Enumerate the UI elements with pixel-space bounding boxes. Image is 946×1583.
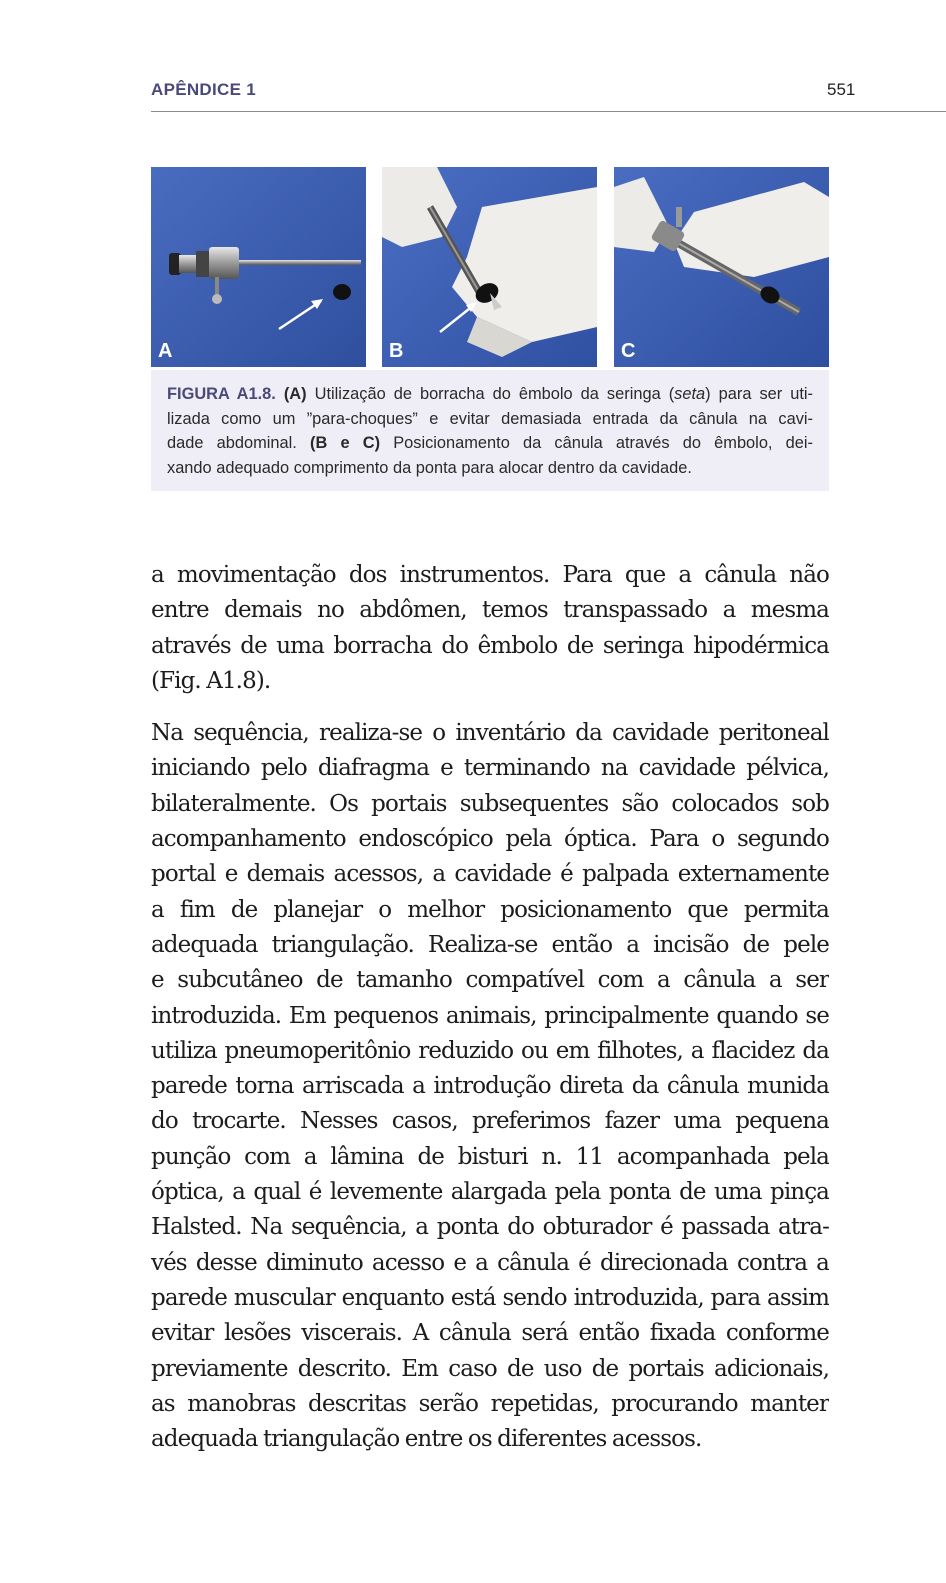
text-line: óptica, a qual é levemente alargada pela ponta de uma pinça <box>151 1179 829 1206</box>
body-text <box>151 558 829 1474</box>
photo-panel-c <box>614 167 829 367</box>
text-line: vés desse diminuto acesso e a cânula é direcionada contra a <box>151 1249 829 1276</box>
text-line: Halsted. Na sequência, a ponta do obturador é passada atra- <box>151 1214 829 1241</box>
caption-part-bc: (B e C) <box>309 434 381 452</box>
text-line: através de uma borracha do êmbolo de seringa hipodérmica <box>151 632 829 659</box>
text-line: parede torna arriscada a introdução direta da cânula munida <box>151 1073 829 1100</box>
running-header <box>151 80 946 112</box>
text-line: evitar lesões viscerais. A cânula será então fixada conforme <box>151 1320 829 1347</box>
positioned-cannula-photo <box>614 167 829 367</box>
text-line: a movimentação dos instrumentos. Para que a cânula não <box>151 562 829 588</box>
text-line: bilateralmente. Os portais subsequentes são colocados sob <box>151 790 829 817</box>
text-line: as manobras descritas serão repetidas, procurando manter <box>151 1390 829 1417</box>
caption-text: Posicionamento da cânula através do êmbolo, dei- <box>380 434 813 452</box>
text-line: acompanhamento endoscópico pela óptica. Para o segundo <box>151 826 829 853</box>
gloved-hands-photo <box>382 167 597 367</box>
caption-text: ) para ser uti- <box>705 385 813 403</box>
text-line: adequada triangulação entre os diferentes acessos. <box>151 1426 702 1453</box>
text-line: punção com a lâmina de bisturi n. 11 acompanhada pela <box>151 1143 829 1170</box>
text-line: iniciando pelo diafragma e terminando na cavidade pélvica, <box>151 755 829 782</box>
panel-letter-a: A <box>158 340 173 362</box>
text-line: entre demais no abdômen, temos transpassado a mesma <box>151 597 829 624</box>
caption-line: lizada como um ”para-choques” e evitar demasiada entrada da cânula na cavi- <box>167 409 813 428</box>
panel-letter-c: C <box>621 340 636 362</box>
caption-line: xando adequado comprimento da ponta para alocar dentro da cavidade. <box>167 458 692 477</box>
figure-caption <box>151 370 829 491</box>
text-line: portal e demais acessos, a cavidade é palpada externamente <box>151 861 829 888</box>
caption-text: Utilização de borracha do êmbolo da seringa ( <box>306 385 675 403</box>
panel-letter-b: B <box>389 340 404 362</box>
text-line: a fim de planejar o melhor posicionamento que permita <box>151 896 829 923</box>
text-line: (Fig. A1.8). <box>151 667 271 694</box>
caption-part-a: (A) <box>283 385 307 403</box>
page-number: 551 <box>827 80 856 99</box>
caption-line <box>167 431 813 456</box>
paragraph-2 <box>151 716 829 1457</box>
section-title: APÊNDICE 1 <box>151 80 257 99</box>
text-line: Na sequência, realiza-se o inventário da cavidade peritoneal <box>151 720 829 747</box>
text-line: adequada triangulação. Realiza-se então a incisão de pele <box>151 931 829 958</box>
caption-italic: seta <box>674 385 706 403</box>
figure-label: FIGURA A1.8. <box>167 385 276 403</box>
figure-photos <box>151 167 829 367</box>
paragraph-1 <box>151 558 829 699</box>
text-line: parede muscular enquanto está sendo introduzida, para assim <box>151 1284 829 1311</box>
text-line: do trocarte. Nesses casos, preferimos fazer uma pequena <box>151 1108 829 1135</box>
cannula-photo <box>151 167 366 367</box>
text-line: utiliza pneumoperitônio reduzido ou em filhotes, a flacidez da <box>151 1037 829 1064</box>
photo-panel-b <box>382 167 597 367</box>
text-line: previamente descrito. Em caso de uso de portais adicionais, <box>151 1355 829 1382</box>
text-line: e subcutâneo de tamanho compatível com a cânula a ser <box>151 967 829 994</box>
photo-panel-a <box>151 167 366 367</box>
caption-line <box>167 382 813 407</box>
caption-text: dade abdominal. <box>167 434 310 452</box>
text-line: introduzida. Em pequenos animais, principalmente quando se <box>151 1002 829 1029</box>
